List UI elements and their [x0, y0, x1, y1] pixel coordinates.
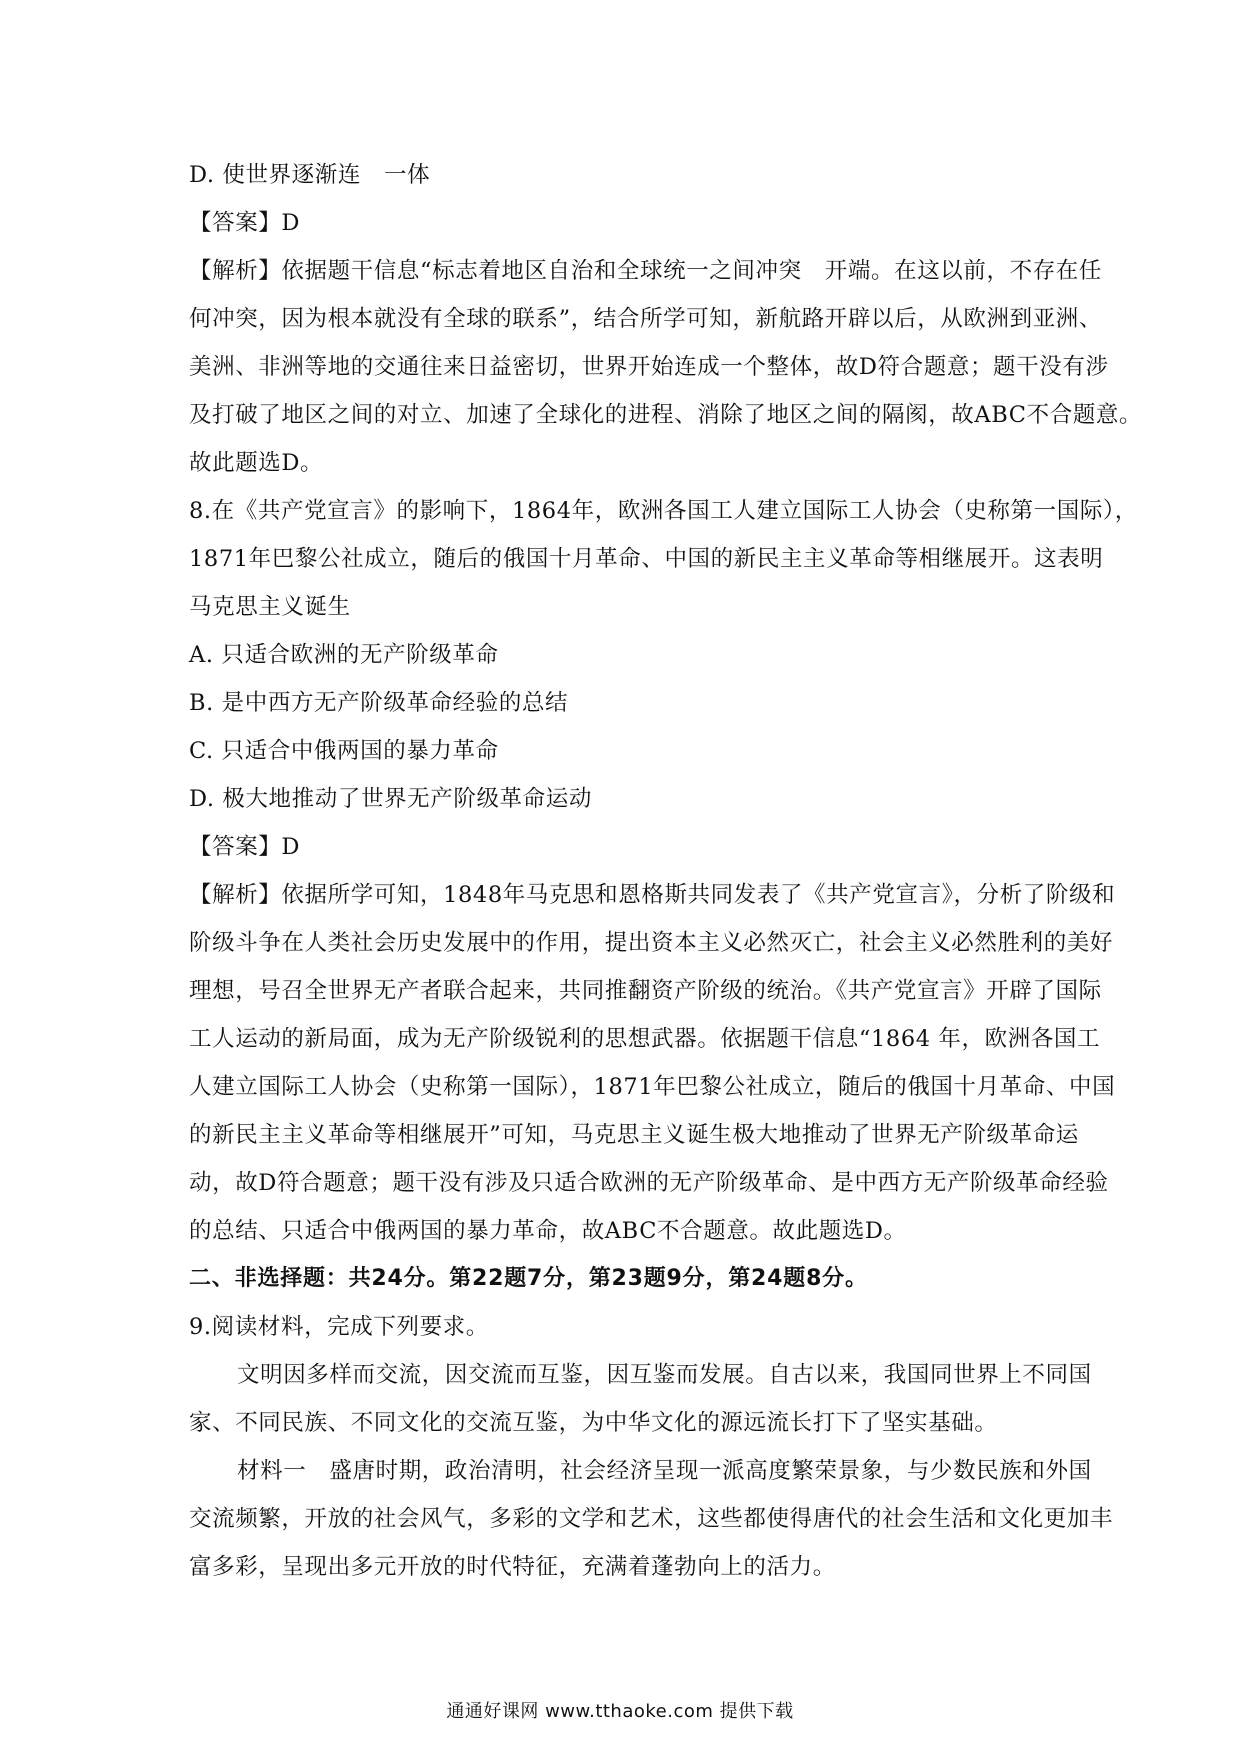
q7-analysis-line: 【解析】依据题干信息“标志着地区自治和全球统一之间冲突 开端。在这以前，不存在任: [189, 258, 1103, 284]
q8-analysis-line: 【解析】依据所学可知，1848年马克思和恩格斯共同发表了《共产党宣言》，分析了阶级和: [189, 882, 1116, 908]
q8-analysis-line: 人建立国际工人协会（史称第一国际），1871年巴黎公社成立，随后的俄国十月革命、中国: [189, 1074, 1116, 1100]
page-footer: 通通好课网 www.tthaoke.com 提供下载: [446, 1701, 794, 1722]
q7-option-d: D. 使世界逐渐连 一体: [189, 162, 431, 188]
q8-option-a: A. 只适合欧洲的无产阶级革命: [189, 642, 499, 668]
q9-intro-line: 家、不同民族、不同文化的交流互鉴，为中华文化的源远流长打下了坚实基础。: [189, 1410, 998, 1436]
q7-analysis-line: 何冲突，因为根本就没有全球的联系”，结合所学可知，新航路开辟以后，从欧洲到亚洲、: [189, 306, 1103, 332]
q8-answer: 【答案】D: [189, 834, 301, 860]
q9-material1-line: 交流频繁，开放的社会风气，多彩的文学和艺术，这些都使得唐代的社会生活和文化更加丰: [189, 1506, 1114, 1532]
q8-analysis-line: 工人运动的新局面，成为无产阶级锐利的思想武器。依据题干信息“1864 年，欧洲各国工: [189, 1026, 1101, 1052]
q7-analysis-line: 及打破了地区之间的对立、加速了全球化的进程、消除了地区之间的隔阂，故ABC不合题意。: [189, 402, 1143, 428]
q7-analysis-line: 故此题选D。: [189, 450, 324, 476]
q9-material1-line: 材料一 盛唐时期，政治清明，社会经济呈现一派高度繁荣景象，与少数民族和外国: [237, 1458, 1092, 1484]
q8-option-d: D. 极大地推动了世界无产阶级革命运动: [189, 786, 592, 812]
q7-answer: 【答案】D: [189, 210, 301, 236]
q9-intro-line: 文明因多样而交流，因交流而互鉴，因互鉴而发展。自古以来，我国同世界上不同国: [237, 1362, 1092, 1388]
q8-analysis-line: 理想，号召全世界无产者联合起来，共同推翻资产阶级的统治。《共产党宣言》开辟了国际: [189, 978, 1102, 1004]
q8-analysis-line: 的新民主主义革命等相继展开”可知，马克思主义诞生极大地推动了世界无产阶级革命运: [189, 1122, 1079, 1148]
q8-stem-line: 马克思主义诞生: [189, 594, 351, 620]
q8-option-c: C. 只适合中俄两国的暴力革命: [189, 738, 499, 764]
q9-material1-line: 富多彩，呈现出多元开放的时代特征，充满着蓬勃向上的活力。: [189, 1554, 836, 1580]
q7-analysis-line: 美洲、非洲等地的交通往来日益密切，世界开始连成一个整体，故D符合题意；题干没有涉: [189, 354, 1109, 380]
q8-analysis-line: 动，故D符合题意；题干没有涉及只适合欧洲的无产阶级革命、是中西方无产阶级革命经验: [189, 1170, 1109, 1196]
q8-option-b: B. 是中西方无产阶级革命经验的总结: [189, 690, 569, 716]
q9-stem: 9.阅读材料，完成下列要求。: [189, 1314, 489, 1340]
q8-analysis-line: 的总结、只适合中俄两国的暴力革命，故ABC不合题意。故此题选D。: [189, 1218, 907, 1244]
q8-analysis-line: 阶级斗争在人类社会历史发展中的作用，提出资本主义必然灭亡，社会主义必然胜利的美好: [189, 930, 1114, 956]
section-heading: 二、非选择题：共24分。第22题7分，第23题9分，第24题8分。: [189, 1266, 868, 1291]
q8-stem-line: 8.在《共产党宣言》的影响下，1864年，欧洲各国工人建立国际工人协会（史称第一国际），: [189, 498, 1138, 524]
q8-stem-line: 1871年巴黎公社成立，随后的俄国十月革命、中国的新民主主义革命等相继展开。这表明: [189, 546, 1104, 572]
